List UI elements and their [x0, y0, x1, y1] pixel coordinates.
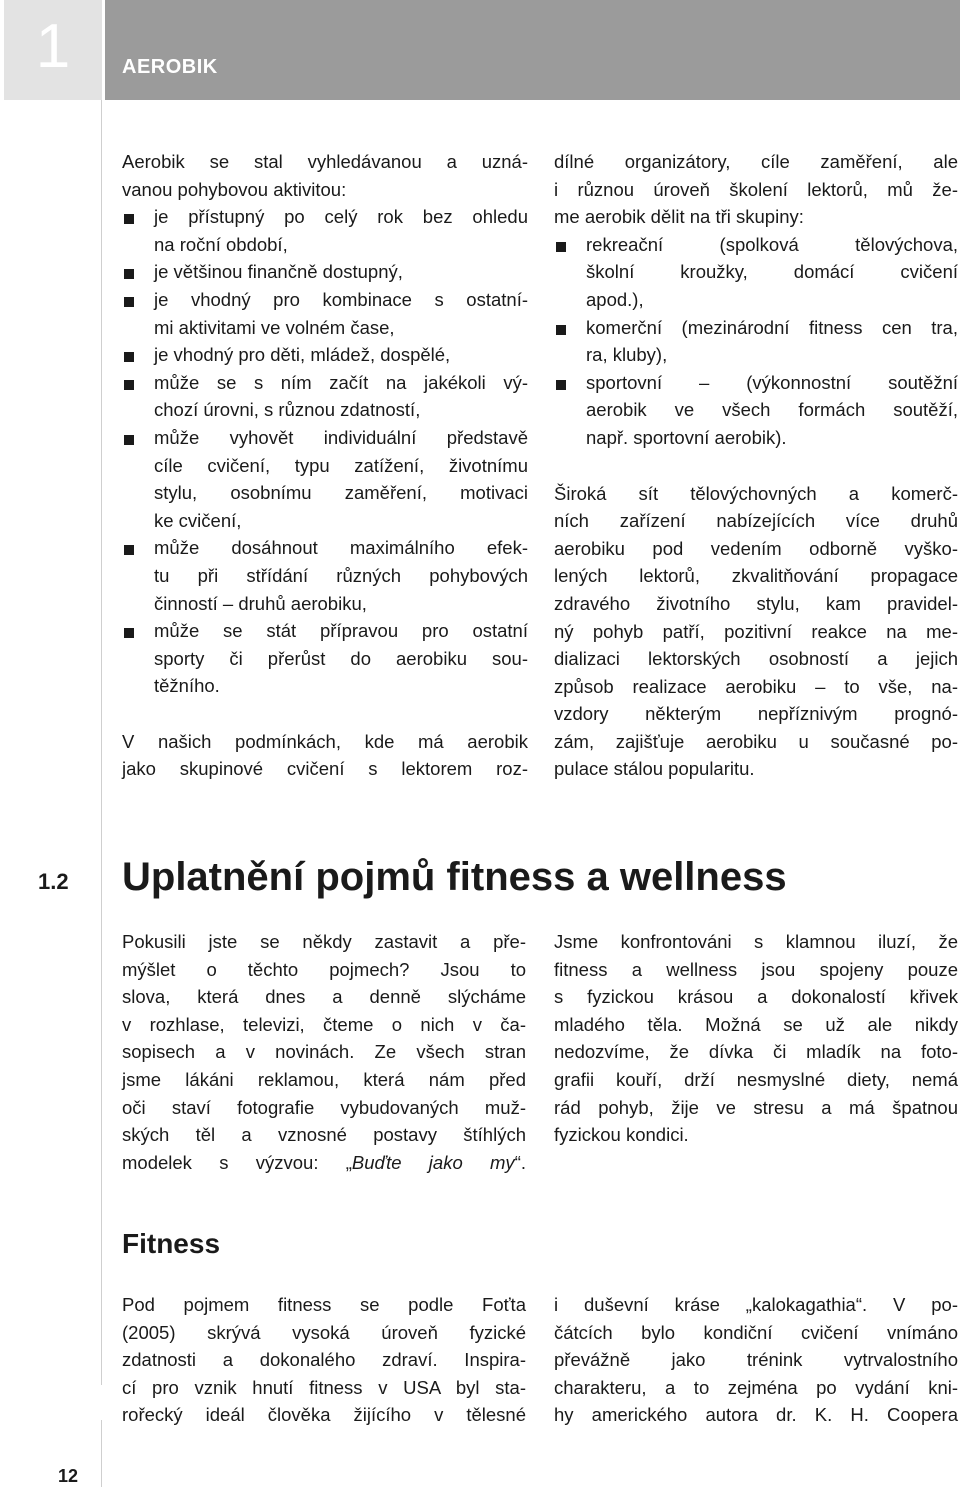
- text-line: je vhodný pro děti, mládež, dospělé,: [154, 344, 451, 366]
- text-line: rekreační (spolková tělovýchova,: [586, 233, 958, 255]
- text-line: může se s ním začít na jakékoli vý-: [154, 371, 528, 393]
- text-line: vanou pohybovou aktivitou:: [122, 178, 347, 200]
- chapter-number: 1: [35, 12, 71, 81]
- text-line: může dosáhnout maximálního efek-: [154, 537, 528, 559]
- text-line: V našich podmínkách, kde má aerobik: [122, 730, 528, 752]
- text-span: modelek s výzvou: „: [122, 1151, 352, 1173]
- text-line: může vyhovět individuální představě: [154, 426, 528, 448]
- text-line: slova, která dnes a denně slýcháme: [122, 986, 526, 1008]
- text-line: Široká sít tělovýchovných a komerč-: [554, 482, 958, 504]
- margin-rule-middle: [101, 825, 102, 1385]
- text-line: jako skupinové cvičení s lektorem roz-: [122, 758, 528, 780]
- bullet-square-icon: [556, 380, 566, 390]
- section2-left-column: [122, 928, 526, 1176]
- text-line: je většinou finančně dostupný,: [154, 261, 403, 283]
- margin-rule-bottom: [101, 1420, 102, 1487]
- text-line: v rozhlase, televizi, čteme o nich v ča-: [122, 1013, 526, 1035]
- fitness-left-column: [122, 1291, 526, 1429]
- text-line: Aerobik se stal vyhledávanou a uzná-: [122, 151, 528, 172]
- text-line: aerobik ve všech formách soutěží,: [586, 399, 958, 421]
- section-number: 1.2: [38, 869, 69, 894]
- list-item: [554, 369, 958, 452]
- text-line: mladého těla. Možná se už ale nikdy: [554, 1013, 958, 1035]
- list-item: [122, 369, 528, 424]
- bullet-square-icon: [124, 545, 134, 555]
- text-line: mi aktivitami ve volném čase,: [154, 316, 395, 338]
- bullet-square-icon: [124, 628, 134, 638]
- section-title: Uplatnění pojmů fitness a wellness: [122, 855, 787, 899]
- text-line: sportovní – (výkonnostní soutěžní: [586, 371, 958, 393]
- text-line: ra, kluby),: [586, 344, 668, 366]
- list-item: [122, 424, 528, 534]
- text-line: ný pohyb patří, pozitivní reakce na me-: [554, 620, 958, 642]
- text-line: lených lektorů, zkvalitňování propagace: [554, 565, 958, 587]
- text-line: chozí úrovni, s různou zdatností,: [154, 399, 421, 421]
- text-line: komerční (mezinárodní fitness cen tra,: [586, 316, 958, 338]
- text-line: oči staví fotografie vybudovaných muž-: [122, 1096, 526, 1118]
- text-line: rořecký ideál člověka žijícího v tělesné: [122, 1404, 526, 1426]
- text-line: dializaci lektorských osobností a jejich: [554, 648, 958, 670]
- text-line: Pod pojmem fitness se podle Foťta: [122, 1294, 526, 1315]
- text-line: např. sportovní aerobik).: [586, 426, 787, 448]
- text-line: ke cvičení,: [154, 509, 242, 531]
- text-line: je vhodný pro kombinace s ostatní-: [154, 288, 528, 310]
- text-line: mýšlet o těchto pojmech? Jsou to: [122, 958, 526, 980]
- chapter-header-bar: [105, 0, 960, 100]
- text-line: rád pohyb, žije ve stresu a má špatnou: [554, 1096, 958, 1118]
- chapter-title: AEROBIK: [122, 56, 218, 78]
- text-line: i různou úroveň školení lektorů, mů že-: [554, 178, 958, 200]
- bullet-square-icon: [124, 214, 134, 224]
- text-line: charakteru, a to zejména po vydání kni-: [554, 1376, 958, 1398]
- text-line: těžního.: [154, 675, 220, 697]
- list-item: [122, 534, 528, 617]
- text-line: pulace stálou popularitu.: [554, 758, 755, 780]
- text-line: ských těl a vznosné postavy štíhlých: [122, 1124, 526, 1146]
- text-line: Pokusili jste se někdy zastavit a pře-: [122, 931, 526, 952]
- list-item: [122, 286, 528, 341]
- text-line: fitness a wellness jsou spojeny pouze: [554, 958, 958, 980]
- text-line: hy amerického autora dr. K. H. Coopera: [554, 1404, 958, 1426]
- text-line: fyzickou kondici.: [554, 1124, 689, 1146]
- text-line: může se stát přípravou pro ostatní: [154, 620, 528, 642]
- fitness-right-column: [554, 1291, 958, 1429]
- subsection-title: Fitness: [122, 1228, 221, 1259]
- text-line: apod.),: [586, 288, 644, 310]
- aerobik-left-column: [122, 148, 528, 783]
- bullet-square-icon: [556, 325, 566, 335]
- bullet-square-icon: [124, 435, 134, 445]
- text-line: je přístupný po celý rok bez ohledu: [154, 206, 528, 228]
- text-line: (2005) skrývá vysoká úroveň fyzické: [122, 1321, 526, 1343]
- text-line: grafii kouří, drží nesmyslné diety, nemá: [554, 1068, 958, 1090]
- text-line: Jsme konfrontováni s klamnou iluzí, že: [554, 931, 958, 952]
- bullet-square-icon: [124, 352, 134, 362]
- text-line: aerobiku pod vedením odborně vyško-: [554, 537, 958, 559]
- text-line: vzdory některým nepříznivým prognó-: [554, 703, 958, 725]
- list-item: [554, 231, 958, 314]
- text-line: tu při střídání různých pohybových: [154, 564, 528, 586]
- list-item: [122, 203, 528, 258]
- text-line: cí pro vznik hnutí fitness v USA byl sta-: [122, 1376, 526, 1398]
- text-line: cíle cvičení, typu zatížení, životnímu: [154, 454, 528, 476]
- bullet-square-icon: [124, 269, 134, 279]
- text-line: nedozvíme, že dívka či mladík na foto-: [554, 1041, 958, 1063]
- text-line: ních zařízení nabízejících více druhů: [554, 510, 958, 532]
- text-line: me aerobik dělit na tři skupiny:: [554, 206, 804, 228]
- text-line: sporty či přerůst do aerobiku sou-: [154, 647, 528, 669]
- text-line: stylu, osobnímu zaměření, motivaci: [154, 482, 528, 504]
- text-line: jsme lákáni reklamou, která nám před: [122, 1068, 526, 1090]
- text-line: sopisech a v novinách. Ze všech stran: [122, 1041, 526, 1063]
- text-line: s fyzickou krásou a dokonalostí křivek: [554, 986, 958, 1008]
- list-item: [122, 617, 528, 700]
- text-line: činností – druhů aerobiku,: [154, 592, 367, 614]
- text-line: převážně jako trénink vytrvalostního: [554, 1349, 958, 1371]
- text-line: [122, 1149, 526, 1177]
- text-line: zám, zajišťuje aerobiku u současné po-: [554, 730, 958, 752]
- bullet-square-icon: [124, 380, 134, 390]
- list-item: [122, 341, 528, 369]
- section2-right-column: [554, 928, 958, 1149]
- text-line: zdravého životního stylu, kam pravidel-: [554, 592, 958, 614]
- text-line: dílné organizátory, cíle zaměření, ale: [554, 151, 958, 172]
- margin-rule-top: [101, 100, 102, 825]
- page-number: 12: [58, 1466, 79, 1486]
- text-line: čátcích bylo kondiční cvičení vnímáno: [554, 1321, 958, 1343]
- text-line: na roční období,: [154, 233, 288, 255]
- italic-slogan: Buďte jako my: [351, 1151, 515, 1173]
- text-line: způsob realizace aerobiku – to vše, na-: [554, 675, 958, 697]
- text-line: zdatnosti a dokonalého zdraví. Inspira-: [122, 1349, 526, 1371]
- text-span: “.: [514, 1151, 526, 1173]
- list-item: [122, 258, 528, 286]
- bullet-square-icon: [556, 242, 566, 252]
- text-line: i duševní kráse „kalokagathia“. V po-: [554, 1294, 958, 1315]
- aerobik-right-column: [554, 148, 958, 783]
- bullet-square-icon: [124, 297, 134, 307]
- list-item: [554, 314, 958, 369]
- text-line: školní kroužky, domácí cvičení: [586, 261, 958, 283]
